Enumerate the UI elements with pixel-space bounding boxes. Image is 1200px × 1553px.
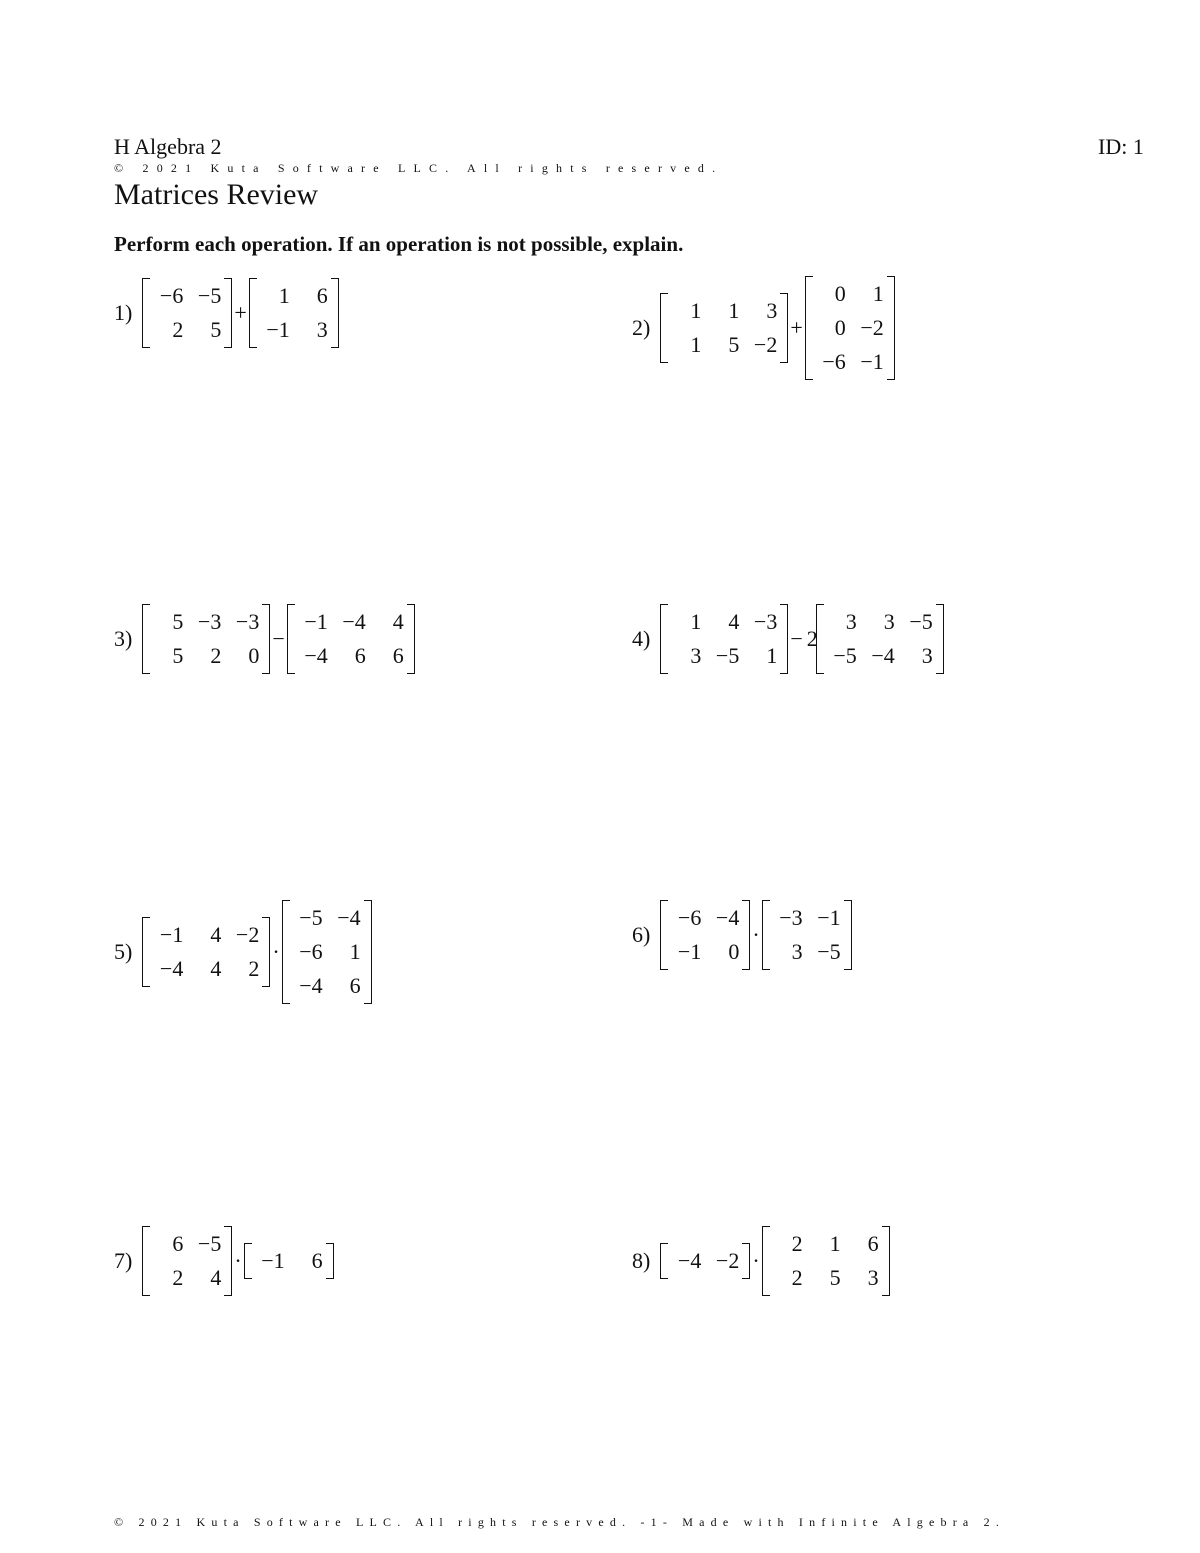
matrix (660, 1243, 750, 1279)
matrix-cell: −4 (337, 905, 361, 930)
matrix-cell: 3 (766, 298, 778, 323)
problem-3 (114, 604, 415, 674)
matrix-cell: −1 (159, 922, 184, 947)
matrix-cell: −5 (833, 643, 857, 668)
matrix-cell: 5 (829, 1265, 841, 1290)
matrix-cell: −4 (299, 973, 323, 998)
matrix-cell: −5 (715, 643, 740, 668)
problem-number: 1) (114, 300, 133, 325)
matrix-cell: 5 (172, 609, 184, 634)
matrix-cell: 6 (867, 1231, 879, 1256)
matrix-cell: 4 (728, 609, 740, 634)
matrix (244, 1243, 334, 1279)
matrix-cell: 1 (278, 283, 290, 308)
problem-number: 6) (632, 922, 651, 947)
matrix (249, 278, 339, 348)
problem-number: 2) (632, 315, 651, 340)
worksheet-id: ID: 1 (1098, 134, 1144, 159)
matrix-cell: −5 (909, 609, 933, 634)
matrix (762, 900, 852, 970)
matrix-cell: −2 (235, 922, 260, 947)
scalar-coefficient: 2 (806, 626, 818, 651)
matrix-cell: 1 (829, 1231, 841, 1256)
matrix-cell: 6 (316, 283, 328, 308)
matrix-cell: −5 (197, 1231, 222, 1256)
matrix-cell: 3 (690, 643, 702, 668)
operator: · (752, 1248, 760, 1273)
problem-number: 7) (114, 1248, 133, 1273)
matrix-cell: 6 (354, 643, 366, 668)
matrix-cell: −3 (197, 609, 222, 634)
matrix-cell: 6 (349, 973, 361, 998)
matrix-cell: −6 (299, 939, 323, 964)
matrix-cell: 3 (791, 939, 803, 964)
matrix-cell: 1 (728, 298, 740, 323)
matrix-cell: 1 (766, 643, 778, 668)
instructions: Perform each operation. If an operation is not possible, explain. (114, 232, 684, 256)
matrix (142, 278, 232, 348)
matrix-cell: 6 (172, 1231, 184, 1256)
matrix-cell: −4 (677, 1248, 702, 1273)
matrix-cell: −4 (715, 905, 740, 930)
matrix-cell: −1 (304, 609, 328, 634)
matrix (142, 1226, 232, 1296)
matrix (762, 1226, 890, 1296)
matrix-cell: 2 (210, 643, 222, 668)
matrix (660, 293, 788, 363)
matrix-cell: −3 (753, 609, 778, 634)
matrix-cell: 0 (834, 281, 846, 306)
matrix (282, 900, 372, 1004)
matrix-cell: 2 (172, 317, 184, 342)
matrix-cell: 3 (867, 1265, 879, 1290)
matrix-cell: −1 (261, 1248, 285, 1273)
matrix-cell: 1 (690, 609, 702, 634)
problem-8 (632, 1226, 890, 1296)
matrix-cell: −5 (299, 905, 323, 930)
matrix-cell: 1 (872, 281, 884, 306)
matrix-cell: 0 (728, 939, 740, 964)
matrix-cell: −6 (159, 283, 184, 308)
matrix-cell: 0 (248, 643, 260, 668)
matrix-cell: 3 (845, 609, 857, 634)
matrix-cell: −1 (860, 349, 884, 374)
matrix-cell: −3 (235, 609, 260, 634)
matrix-cell: 5 (728, 332, 740, 357)
matrix-cell: −1 (266, 317, 290, 342)
problem-6 (632, 900, 852, 970)
matrix (142, 917, 270, 987)
matrix-cell: 3 (921, 643, 933, 668)
matrix-cell: −3 (779, 905, 803, 930)
matrix (805, 276, 895, 380)
matrix-cell: 1 (349, 939, 361, 964)
operator: · (234, 1248, 242, 1273)
matrix-cell: 4 (210, 1265, 222, 1290)
footer-line: © 2021 Kuta Software LLC. All rights reserved. -1- Made with Infinite Algebra 2. (114, 1515, 1006, 1529)
matrix-cell: 0 (834, 315, 846, 340)
matrix-cell: 3 (883, 609, 895, 634)
problem-number: 4) (632, 626, 651, 651)
matrix-cell: −2 (753, 332, 778, 357)
matrix-cell: 4 (392, 609, 404, 634)
matrix (142, 604, 270, 674)
matrix-cell: −6 (677, 905, 702, 930)
page-title: Matrices Review (114, 178, 319, 211)
problem-1 (114, 278, 339, 348)
matrix-cell: 1 (690, 298, 702, 323)
course-name: H Algebra 2 (114, 134, 222, 159)
matrix (816, 604, 944, 674)
matrix-cell: 4 (210, 922, 222, 947)
matrix-cell: 5 (172, 643, 184, 668)
matrix-cell: 1 (690, 332, 702, 357)
matrix-cell: 6 (392, 643, 404, 668)
matrix-cell: −2 (860, 315, 884, 340)
matrix-cell: 2 (172, 1265, 184, 1290)
matrix-cell: 3 (316, 317, 328, 342)
problem-5 (114, 900, 372, 1004)
operator: · (752, 922, 760, 947)
matrix-cell: 6 (311, 1248, 323, 1273)
matrix-cell: −5 (817, 939, 841, 964)
matrix-cell: −4 (871, 643, 895, 668)
matrix-cell: 2 (791, 1231, 803, 1256)
matrix-cell: 4 (210, 956, 222, 981)
matrix-cell: −4 (159, 956, 184, 981)
problem-number: 8) (632, 1248, 651, 1273)
operator: − (790, 626, 803, 651)
operator: + (234, 300, 247, 325)
problem-4 (632, 604, 944, 674)
operator: − (272, 626, 285, 651)
operator: · (272, 939, 280, 964)
copyright-line: © 2021 Kuta Software LLC. All rights reserved. (114, 161, 724, 175)
problem-number: 3) (114, 626, 133, 651)
matrix-cell: 5 (210, 317, 222, 342)
matrix-cell: 2 (791, 1265, 803, 1290)
matrix-cell: −4 (342, 609, 366, 634)
problem-number: 5) (114, 939, 133, 964)
matrix (660, 900, 750, 970)
matrix-cell: −5 (197, 283, 222, 308)
operator: + (790, 315, 803, 340)
matrix-cell: 2 (248, 956, 260, 981)
matrix-cell: −1 (817, 905, 841, 930)
matrix-cell: −6 (822, 349, 846, 374)
matrix-cell: −1 (677, 939, 702, 964)
matrix-cell: −4 (304, 643, 328, 668)
matrix (287, 604, 415, 674)
problem-7 (114, 1226, 334, 1296)
matrix-cell: −2 (715, 1248, 740, 1273)
matrix (660, 604, 788, 674)
problem-2 (632, 276, 895, 380)
